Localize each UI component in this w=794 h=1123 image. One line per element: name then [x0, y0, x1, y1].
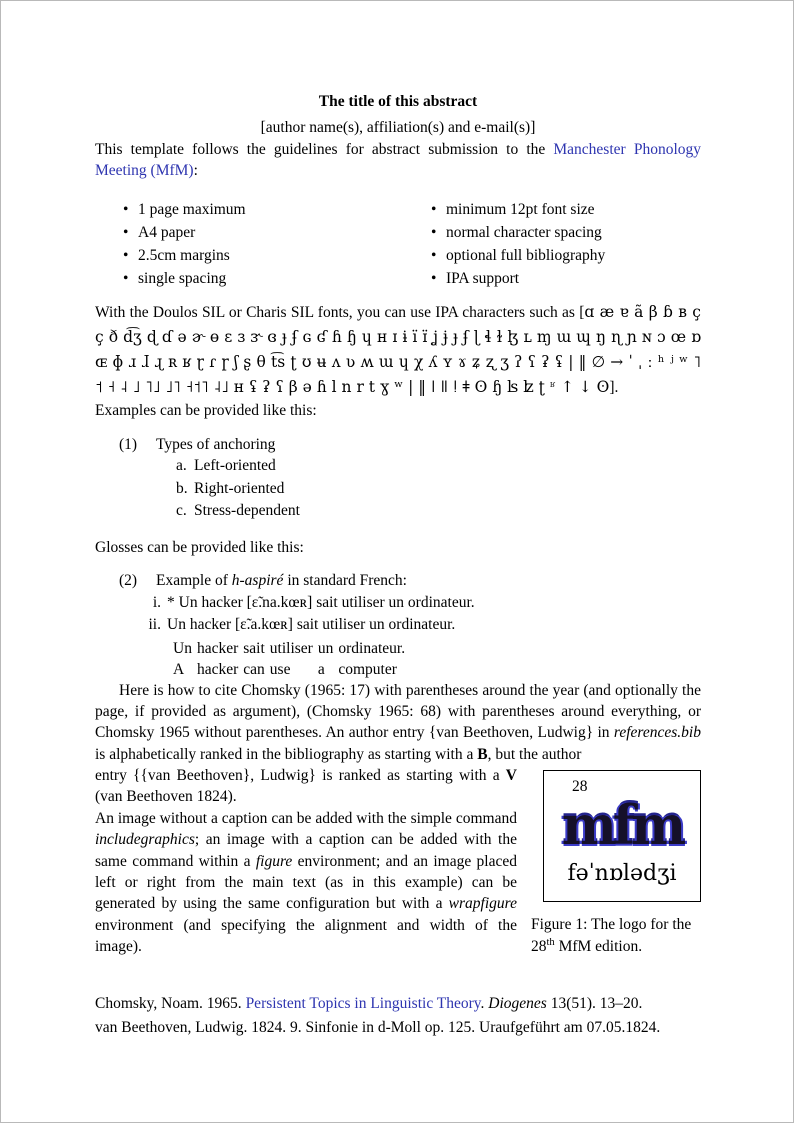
citation-paragraph-part1	[95, 680, 701, 766]
guideline-label: A4 paper	[138, 223, 196, 241]
item-marker: c.	[176, 502, 187, 520]
guideline-label: 1 page maximum	[138, 200, 246, 218]
guidelines-list	[95, 198, 701, 290]
includegraphics-term: includegraphics	[95, 831, 195, 849]
authors-line: [author name(s), affiliation(s) and e-mail(s)]	[260, 119, 536, 137]
guideline-item	[431, 267, 605, 290]
wrapfigure-block	[95, 765, 701, 957]
gloss-translation: hacker	[196, 660, 239, 678]
gloss-label-pre: Example of	[156, 572, 232, 590]
bullet-icon: •	[431, 200, 437, 218]
gloss-translation: can	[243, 660, 265, 678]
bullet-icon: •	[431, 269, 437, 287]
intro-text-post: :	[193, 162, 198, 180]
doc-title: The title of this abstract	[318, 93, 478, 110]
item-marker: i.	[152, 593, 161, 611]
gloss-pair	[197, 638, 238, 680]
gloss-2-number: (2)	[119, 572, 138, 590]
example-1-label: Types of anchoring	[156, 435, 276, 453]
item-text: Un hacker [ɛ̃.a.kœʀ] sait utiliser un ordinateur.	[167, 616, 456, 634]
logo-ipa-name: fəˈnɒlədʒi	[567, 861, 677, 887]
citation-text: entry {{van Beethoven}, Ludwig} is ranked as starting with a	[95, 767, 506, 785]
gloss-word: Un	[173, 639, 192, 657]
guideline-item	[123, 198, 431, 221]
gloss-item-ii	[95, 614, 701, 637]
figure-container	[531, 770, 701, 958]
gloss-pair	[270, 638, 313, 680]
gloss-translation: A	[173, 660, 185, 678]
gloss-label-term: h-aspiré	[231, 572, 284, 590]
item-text: Right-oriented	[194, 479, 285, 497]
example-1-row	[95, 434, 701, 455]
bullet-icon: •	[123, 223, 129, 241]
references-bib-term: references.bib	[613, 724, 701, 742]
bullet-icon: •	[431, 246, 437, 264]
caption-ordinal-suffix: th	[546, 937, 555, 949]
gloss-translation: a	[317, 660, 325, 678]
reference-text: .	[480, 995, 489, 1013]
gloss-2-label	[156, 572, 407, 589]
reference-text: Chomsky, Noam. 1965.	[95, 995, 246, 1013]
ipa-paragraph	[95, 300, 701, 400]
guideline-item	[431, 221, 605, 244]
guideline-label: single spacing	[138, 269, 227, 287]
guideline-item	[431, 244, 605, 267]
references-section	[95, 958, 701, 1039]
gloss-pair	[338, 638, 405, 680]
ipa-character-list: ɑ æ ɐ ã β ɓ ʙ ç ç ð d͡ʒ ɖ ɗ ə ɚ ɵ ɛ ɜ ɝ ɞ ɟ ʄ ɢ ʛ ɦ ɧ ɥ ʜ ɪ ɨ ï ɪ̈ ʝ ɉ ɟ ʄ ɭ ɬ ɫ ɮ ʟ ɱ ɯ ɰ ŋ ɳ ɲ ɴ ɔ œ ɒ ɶ ɸ ɹ ɺ ɻ ʀ ʁ ɽ ɾ ɼ ʃ ʂ θ t͡s ʈ ʊ ʉ ʌ ʋ ʍ ɯ ɥ χ ʎ ʏ ɤ ʑ ʐ ʒ ʔ ʕ ʡ ʢ | ‖ ∅ → ˈ ˌ ː ʰ ʲ ʷ ˥ ˦ ˧ ˨ ˩ ˥˩ ˩˥ ˧˦˥ ˨˩ ʜ ʢ ʡ ʕ β ə ɦ l n r t ɣ ʷ | ‖ ǀ ǁ ǃ ǂ ʘ ɧ ʪ ʫ ʈ ʶ ↑ ↓ ʘ	[95, 302, 701, 396]
item-marker: ii.	[148, 616, 161, 634]
wrap-text: environment (and specifying the alignment and width of the image).	[95, 916, 517, 956]
example-item-a	[95, 455, 701, 478]
reference-entry-chomsky	[95, 992, 701, 1016]
interlinear-gloss	[95, 638, 701, 680]
gloss-label-post: in standard French:	[283, 572, 407, 590]
gloss-word: hacker	[196, 639, 239, 657]
guideline-label: normal character spacing	[446, 223, 602, 241]
intro-paragraph	[95, 139, 701, 182]
page-content	[95, 91, 701, 1039]
citation-text: , but the author	[487, 745, 582, 763]
reference-text: 13(51). 13–20.	[546, 995, 643, 1013]
citation-text: is alphabetically ranked in the bibliography as starting with a	[95, 745, 478, 763]
example-item-b	[95, 478, 701, 501]
guideline-label: optional full bibliography	[446, 246, 606, 264]
figure-term: figure	[255, 852, 293, 870]
wrap-text: ; an image with a caption can be added with the same command within a	[95, 831, 517, 870]
chomsky-article-link[interactable]: Persistent Topics in Linguistic Theory	[245, 995, 481, 1013]
gloss-word: ordinateur.	[338, 639, 406, 657]
gloss-translation: computer	[338, 660, 397, 678]
item-marker: a.	[176, 457, 187, 475]
gloss-pair	[243, 638, 265, 680]
gloss-item-i	[95, 592, 701, 615]
gloss-pair	[173, 638, 192, 680]
guidelines-right-column	[431, 198, 605, 290]
guideline-label: IPA support	[446, 269, 520, 287]
guideline-item	[123, 221, 431, 244]
item-marker: b.	[176, 479, 188, 497]
guideline-item	[123, 244, 431, 267]
wrapfigure-term: wrapfigure	[448, 895, 517, 913]
guideline-label: minimum 12pt font size	[446, 200, 595, 218]
gloss-word: sait	[243, 639, 265, 657]
caption-text: MfM edition.	[554, 938, 643, 956]
gloss-word: utiliser	[269, 639, 313, 657]
gloss-word: un	[317, 639, 334, 657]
guideline-item	[123, 267, 431, 290]
letter-v-emphasis: V	[505, 767, 517, 785]
bullet-icon: •	[123, 200, 129, 218]
mfm-link[interactable]: Manchester Phonology Meeting (MfM)	[95, 140, 701, 180]
reference-entry-beethoven: van Beethoven, Ludwig. 1824. 9. Sinfonie in d-Moll op. 125. Uraufgeführt am 07.05.1824.	[95, 1018, 661, 1036]
bullet-icon: •	[123, 269, 129, 287]
guideline-label: 2.5cm margins	[138, 246, 230, 264]
mfm-logo: mfm	[561, 793, 683, 858]
gloss-pair	[318, 638, 334, 680]
citation-text: Here is how to cite Chomsky (1965: 17) with parentheses around the year (and optionally the page, if provided as argument), (Chomsky 1965: 68) with parentheses around everything, or Chomsky 1965 without parentheses. An author entry {van Beethoven, Ludwig} in	[95, 681, 701, 742]
bullet-icon: •	[123, 246, 129, 264]
ipa-intro-text: With the Doulos SIL or Charis SIL fonts, you can use IPA characters such as [	[95, 303, 585, 321]
journal-name: Diogenes	[488, 995, 547, 1013]
wrap-text: environment; and an image placed left or right from the main text (as in this example) can be generated by using the same configuration but with a	[95, 852, 517, 913]
wrap-text: An image without a caption can be added with the simple command	[95, 809, 517, 827]
item-text: Left-oriented	[194, 457, 276, 475]
figure-box	[543, 770, 701, 902]
gloss-2-row	[95, 570, 701, 591]
figure-caption	[531, 914, 693, 958]
bullet-icon: •	[431, 223, 437, 241]
figure-edition-number: 28	[572, 778, 588, 796]
gloss-translation: use	[269, 660, 291, 678]
guideline-item	[431, 198, 605, 221]
examples-lead: Examples can be provided like this:	[95, 401, 317, 419]
intro-text-pre: This template follows the guidelines for abstract submission to the	[95, 140, 554, 158]
glosses-lead: Glosses can be provided like this:	[95, 538, 304, 556]
example-item-c	[95, 500, 701, 523]
item-text: * Un hacker [ɛ̃.na.kœʀ] sait utiliser un ordinateur.	[167, 593, 475, 611]
letter-b-emphasis: B	[477, 745, 488, 763]
guidelines-left-column	[95, 198, 431, 290]
citation-text: (van Beethoven 1824).	[95, 788, 237, 806]
caption-text: Figure 1: The logo for the 28	[531, 916, 692, 956]
example-1-number: (1)	[119, 435, 138, 453]
ipa-closing-text: ].	[609, 378, 619, 396]
item-text: Stress-dependent	[194, 502, 300, 520]
